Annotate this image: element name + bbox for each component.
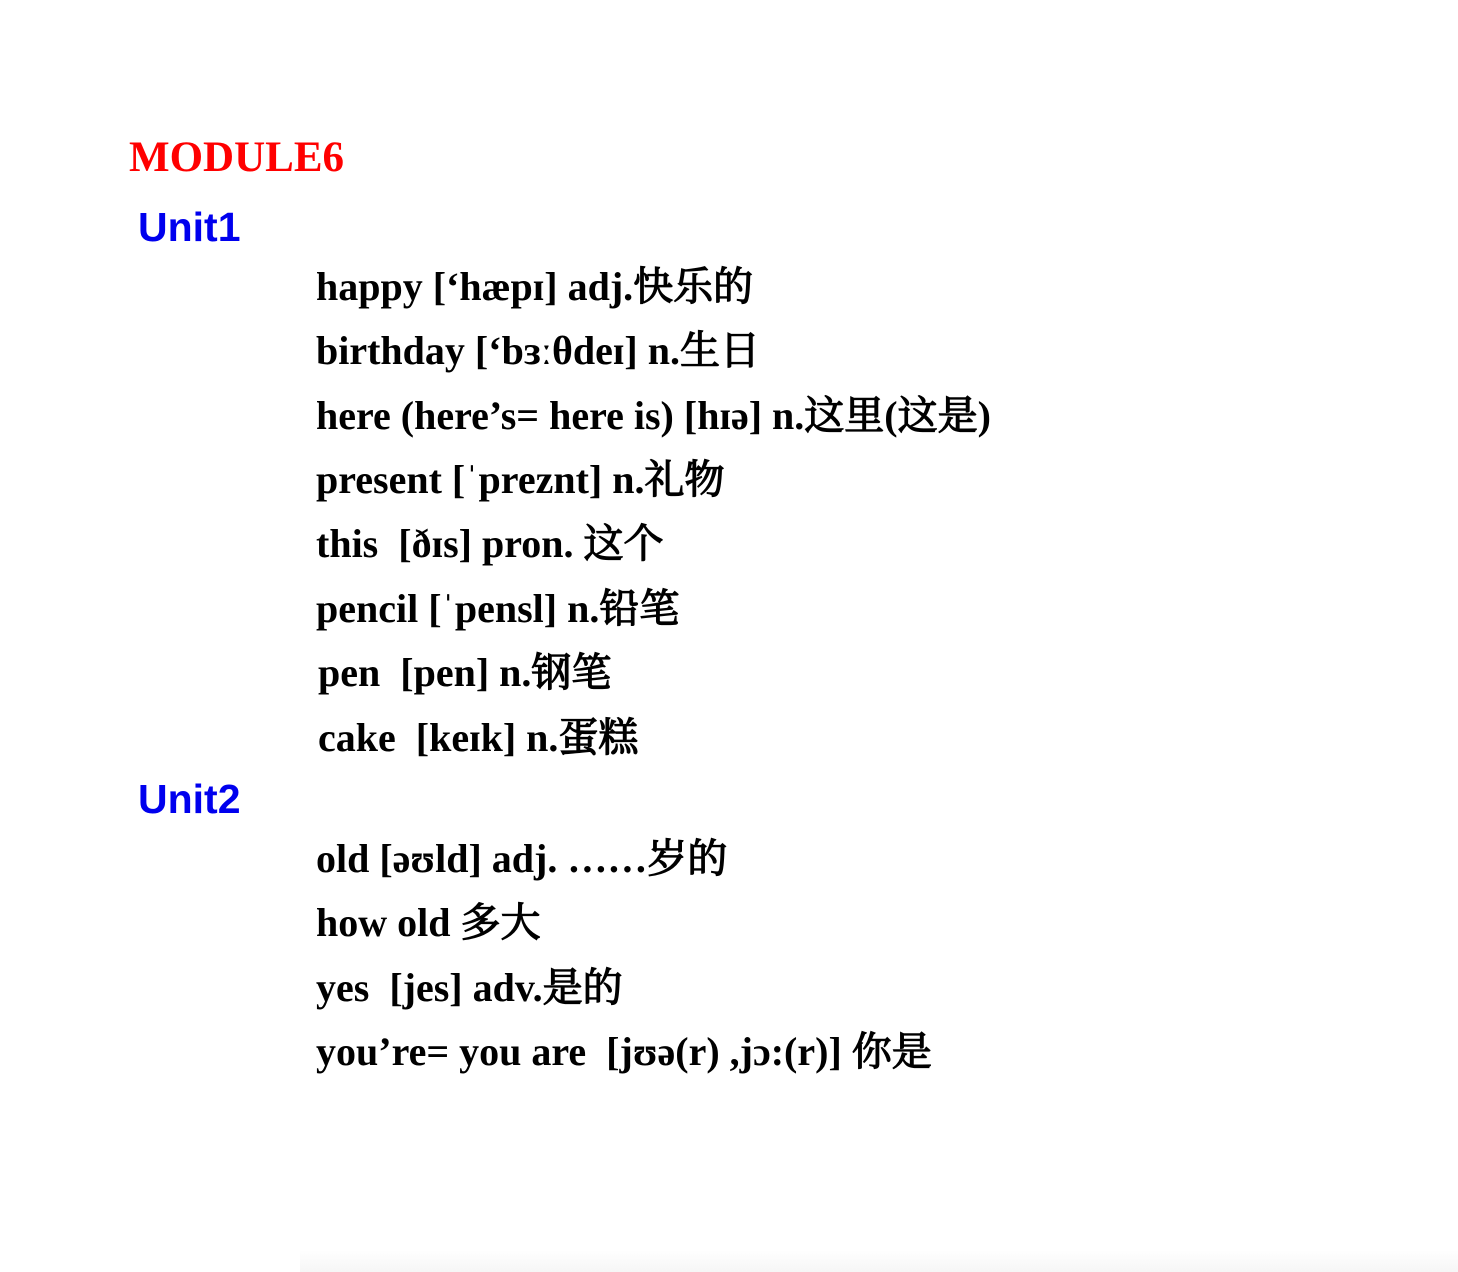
vocab-item-happy: happy [‘hæpɪ] adj.快乐的 (316, 264, 754, 309)
vocab-item-present: present [ˈpreznt] n.礼物 (316, 457, 725, 502)
unit-2-title: Unit2 (138, 776, 241, 822)
bottom-shade (300, 1250, 1458, 1272)
vocab-item-cake: cake [keɪk] n.蛋糕 (318, 715, 639, 760)
vocab-item-here: here (here’s= here is) [hɪə] n.这里(这是) (316, 393, 991, 438)
vocab-item-birthday: birthday [‘bɜːθdeɪ] n.生日 (316, 328, 760, 373)
vocab-item-how-old: how old 多大 (316, 900, 541, 945)
unit-1-title: Unit1 (138, 204, 241, 250)
vocab-item-youre: you’re= you are [jʊə(r) ,jɔ:(r)] 你是 (316, 1029, 932, 1074)
vocab-item-this: this [ðɪs] pron. 这个 (316, 521, 664, 566)
vocab-item-pencil: pencil [ˈpensl] n.铅笔 (316, 586, 680, 631)
vocab-item-pen: pen [pen] n.钢笔 (318, 650, 612, 695)
vocab-item-yes: yes [jes] adv.是的 (316, 965, 623, 1010)
module-title: MODULE6 (129, 134, 344, 181)
vocab-item-old: old [əʊld] adj. ……岁的 (316, 836, 728, 881)
